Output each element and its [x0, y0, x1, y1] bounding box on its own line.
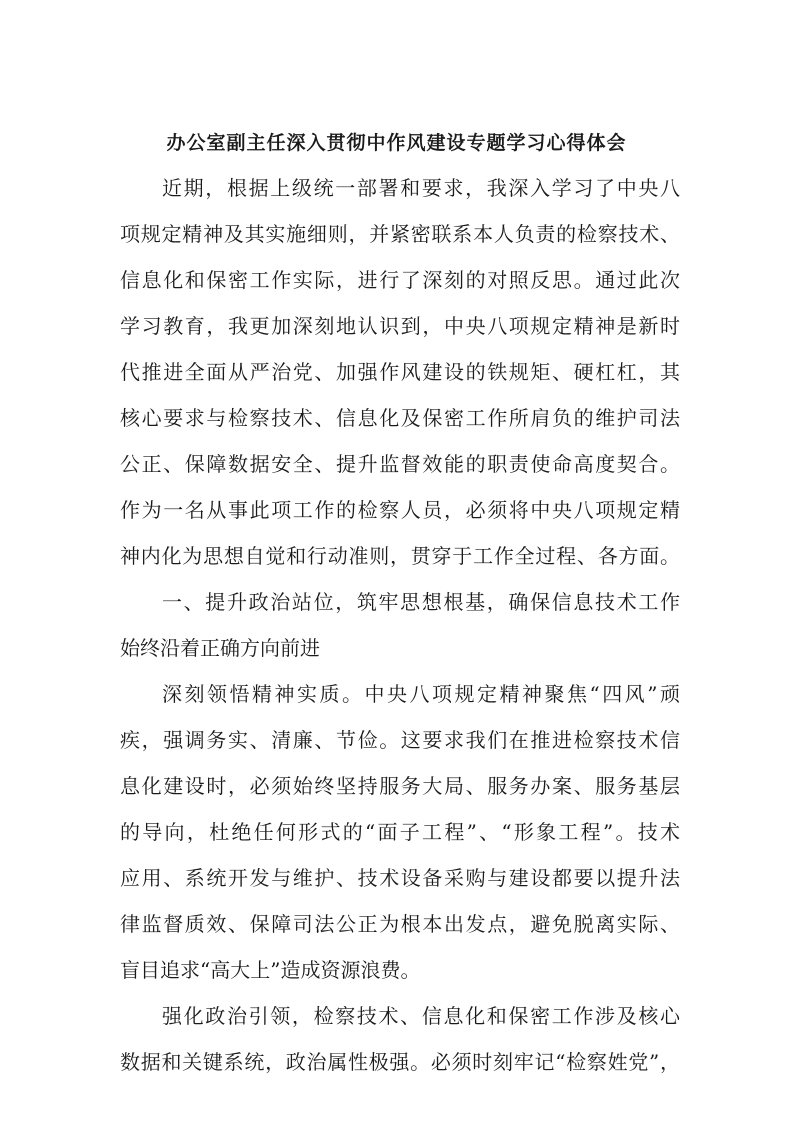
body-line: 项规定精神及其实施细则，并紧密联系本人负责的检察技术、: [120, 222, 680, 246]
body-line: 的导向，杜绝任何形式的“面子工程”、“形象工程”。技术: [120, 820, 680, 844]
body-line: 应用、系统开发与维护、技术设备采购与建设都要以提升法: [120, 866, 680, 890]
body-line: 核心要求与检察技术、信息化及保密工作所肩负的维护司法: [120, 406, 680, 430]
body-line: 作为一名从事此项工作的检察人员，必须将中央八项规定精: [120, 498, 680, 522]
body-line: 律监督质效、保障司法公正为根本出发点，避免脱离实际、: [120, 912, 680, 936]
body-line: 近期，根据上级统一部署和要求，我深入学习了中央八: [162, 176, 680, 200]
body-line: 学习教育，我更加深刻地认识到，中央八项规定精神是新时: [120, 314, 680, 338]
body-line: 数据和关键系统，政治属性极强。必须时刻牢记“检察姓党”，: [120, 1050, 680, 1074]
body-line: 公正、保障数据安全、提升监督效能的职责使命高度契合。: [120, 452, 680, 476]
body-line: 强化政治引领，检察技术、信息化和保密工作涉及核心: [162, 1004, 680, 1028]
section-heading-line: 始终沿着正确方向前进: [120, 636, 320, 660]
body-line: 疾，强调务实、清廉、节俭。这要求我们在推进检察技术信: [120, 728, 680, 752]
body-line: 代推进全面从严治党、加强作风建设的铁规矩、硬杠杠，其: [120, 360, 680, 384]
body-line: 信息化和保密工作实际，进行了深刻的对照反思。通过此次: [120, 268, 680, 292]
section-heading-line: 一、提升政治站位，筑牢思想根基，确保信息技术工作: [162, 590, 680, 614]
body-line: 盲目追求“高大上”造成资源浪费。: [120, 958, 421, 982]
body-line: 息化建设时，必须始终坚持服务大局、服务办案、服务基层: [120, 774, 680, 798]
body-line: 神内化为思想自觉和行动准则，贯穿于工作全过程、各方面。: [120, 544, 680, 568]
document-title: 办公室副主任深入贯彻中作风建设专题学习心得体会: [166, 132, 627, 154]
body-line: 深刻领悟精神实质。中央八项规定精神聚焦“四风”顽: [162, 682, 680, 706]
